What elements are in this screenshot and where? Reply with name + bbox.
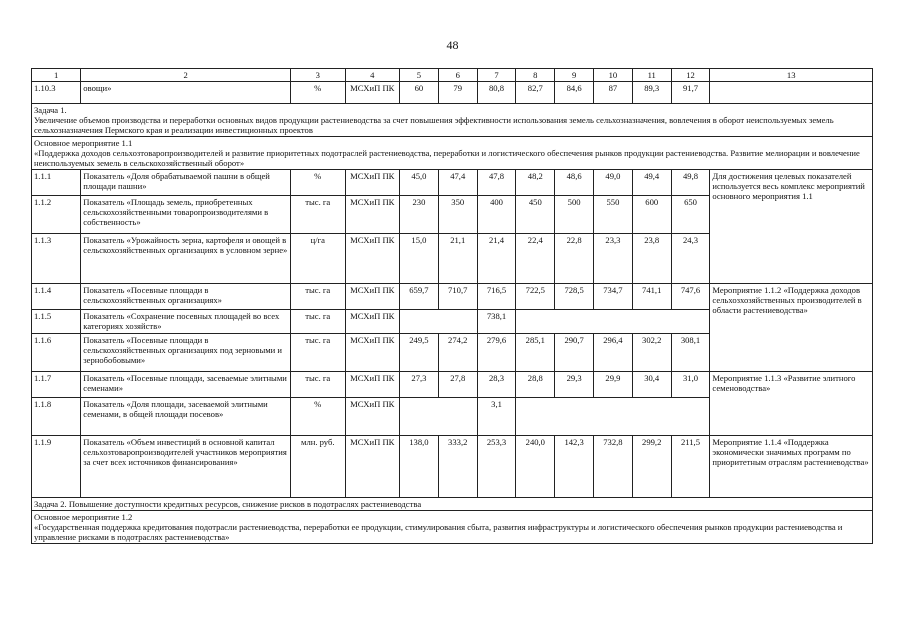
value-cell-empty bbox=[516, 310, 710, 334]
value-cell: 29,3 bbox=[555, 372, 594, 398]
row-unit: тыс. га bbox=[291, 196, 346, 234]
value-cell: 728,5 bbox=[555, 284, 594, 310]
header-cell: 10 bbox=[594, 69, 633, 82]
row-code: 1.10.3 bbox=[32, 82, 81, 104]
header-cell: 12 bbox=[671, 69, 710, 82]
value-cell: 84,6 bbox=[555, 82, 594, 104]
task-row bbox=[32, 104, 873, 137]
value-cell: 710,7 bbox=[438, 284, 477, 310]
row-code: 1.1.5 bbox=[32, 310, 81, 334]
value-cell: 27,3 bbox=[400, 372, 439, 398]
value-cell: 738,1 bbox=[477, 310, 516, 334]
value-cell: 49,8 bbox=[671, 170, 710, 196]
value-cell: 296,4 bbox=[594, 334, 633, 372]
value-cell: 350 bbox=[438, 196, 477, 234]
row-unit: % bbox=[291, 170, 346, 196]
value-cell: 290,7 bbox=[555, 334, 594, 372]
row-name: Показатель «Посевные площади, засеваемые элитными семенами» bbox=[81, 372, 291, 398]
row-name: Показатель «Посевные площади в сельскохозяйственных организациях» bbox=[81, 284, 291, 310]
value-cell: 79 bbox=[438, 82, 477, 104]
row-code: 1.1.7 bbox=[32, 372, 81, 398]
row-name: Показатель «Посевные площади в сельскохозяйственных организациях под зерновыми и зернобобовыми» bbox=[81, 334, 291, 372]
main-activity-row bbox=[32, 137, 873, 170]
value-cell: 211,5 bbox=[671, 436, 710, 498]
task-1-label: Задача 1. bbox=[34, 105, 67, 115]
value-cell-empty bbox=[400, 398, 478, 436]
row-name: овощи» bbox=[81, 82, 291, 104]
page-number: 48 bbox=[446, 38, 459, 52]
value-cell: 89,3 bbox=[632, 82, 671, 104]
header-cell: 6 bbox=[438, 69, 477, 82]
value-cell: 550 bbox=[594, 196, 633, 234]
value-cell-empty bbox=[400, 310, 478, 334]
value-cell: 21,4 bbox=[477, 234, 516, 284]
row-unit: млн. руб. bbox=[291, 436, 346, 498]
row-org: МСХиП ПК bbox=[345, 398, 400, 436]
header-cell: 4 bbox=[345, 69, 400, 82]
header-cell: 13 bbox=[710, 69, 873, 82]
row-unit: ц/га bbox=[291, 234, 346, 284]
table-row bbox=[32, 284, 873, 310]
row-unit: тыс. га bbox=[291, 310, 346, 334]
value-cell: 28,3 bbox=[477, 372, 516, 398]
header-cell: 2 bbox=[81, 69, 291, 82]
value-cell: 45,0 bbox=[400, 170, 439, 196]
value-cell: 732,8 bbox=[594, 436, 633, 498]
row-unit: тыс. га bbox=[291, 372, 346, 398]
row-org: МСХиП ПК bbox=[345, 170, 400, 196]
table-row bbox=[32, 82, 873, 104]
table-row bbox=[32, 170, 873, 196]
value-cell: 28,8 bbox=[516, 372, 555, 398]
value-cell: 230 bbox=[400, 196, 439, 234]
indicators-table bbox=[31, 68, 873, 544]
task-1-text: Увеличение объемов производства и переработки основных видов продукции растениеводства за счет повышения эффективности использования земель сельхозназначения, вовлечения в оборот неиспользуемых земель сельхозназначения Пермского края и реализации инвестиционных проектов bbox=[34, 115, 834, 135]
value-cell: 15,0 bbox=[400, 234, 439, 284]
value-cell: 23,3 bbox=[594, 234, 633, 284]
row-org: МСХиП ПК bbox=[345, 310, 400, 334]
value-cell: 48,6 bbox=[555, 170, 594, 196]
value-cell: 299,2 bbox=[632, 436, 671, 498]
row-org: МСХиП ПК bbox=[345, 82, 400, 104]
value-cell: 400 bbox=[477, 196, 516, 234]
value-cell: 3,1 bbox=[477, 398, 516, 436]
header-cell: 3 bbox=[291, 69, 346, 82]
row-name: Показатель «Площадь земель, приобретенных сельскохозяйственными товаропроизводителями в собственность» bbox=[81, 196, 291, 234]
value-cell: 142,3 bbox=[555, 436, 594, 498]
value-cell: 734,7 bbox=[594, 284, 633, 310]
header-cell: 7 bbox=[477, 69, 516, 82]
row-name: Показатель «Урожайность зерна, картофеля и овощей в сельскохозяйственных организациях в условном зерне» bbox=[81, 234, 291, 284]
value-cell: 279,6 bbox=[477, 334, 516, 372]
value-cell: 249,5 bbox=[400, 334, 439, 372]
row-unit: тыс. га bbox=[291, 284, 346, 310]
value-cell: 285,1 bbox=[516, 334, 555, 372]
value-cell: 31,0 bbox=[671, 372, 710, 398]
value-cell: 741,1 bbox=[632, 284, 671, 310]
row-name: Показатель «Объем инвестиций в основной капитал сельхозтоваропроизводителей участников мероприятия за счет всех источников финансирования» bbox=[81, 436, 291, 498]
header-cell: 1 bbox=[32, 69, 81, 82]
value-cell: 22,8 bbox=[555, 234, 594, 284]
note-cell-2: Мероприятие 1.1.2 «Поддержка доходов сельхозхозяйственных производителей в области растениеводства» bbox=[710, 284, 873, 372]
value-cell: 722,5 bbox=[516, 284, 555, 310]
row-code: 1.1.2 bbox=[32, 196, 81, 234]
row-name: Показатель «Сохранение посевных площадей во всех категориях хозяйств» bbox=[81, 310, 291, 334]
value-cell: 308,1 bbox=[671, 334, 710, 372]
value-cell-empty bbox=[516, 398, 710, 436]
task-2-cell: Задача 2. Повышение доступности кредитных ресурсов, снижение рисков в подотраслях растениеводства bbox=[32, 498, 873, 511]
note-cell bbox=[710, 82, 873, 104]
row-unit: % bbox=[291, 82, 346, 104]
row-unit: % bbox=[291, 398, 346, 436]
row-name: Показатель «Доля обрабатываемой пашни в общей площади пашни» bbox=[81, 170, 291, 196]
value-cell: 60 bbox=[400, 82, 439, 104]
value-cell: 47,8 bbox=[477, 170, 516, 196]
value-cell: 80,8 bbox=[477, 82, 516, 104]
row-org: МСХиП ПК bbox=[345, 436, 400, 498]
value-cell: 450 bbox=[516, 196, 555, 234]
header-row bbox=[32, 69, 873, 82]
value-cell: 27,8 bbox=[438, 372, 477, 398]
value-cell: 333,2 bbox=[438, 436, 477, 498]
main-activity-1-2-cell bbox=[32, 511, 873, 544]
value-cell: 253,3 bbox=[477, 436, 516, 498]
value-cell: 29,9 bbox=[594, 372, 633, 398]
value-cell: 302,2 bbox=[632, 334, 671, 372]
value-cell: 87 bbox=[594, 82, 633, 104]
value-cell: 23,8 bbox=[632, 234, 671, 284]
value-cell: 138,0 bbox=[400, 436, 439, 498]
note-cell-3: Мероприятие 1.1.3 «Развитие элитного семеноводства» bbox=[710, 372, 873, 436]
value-cell: 600 bbox=[632, 196, 671, 234]
row-unit: тыс. га bbox=[291, 334, 346, 372]
main-activity-1-2-label: Основное мероприятие 1.2 bbox=[34, 512, 133, 522]
value-cell: 274,2 bbox=[438, 334, 477, 372]
note-cell-4: Мероприятие 1.1.4 «Поддержка экономически значимых программ по приоритетным отраслям растениеводства» bbox=[710, 436, 873, 498]
note-cell-1: Для достижения целевых показателей используется весь комплекс мероприятий основного мероприятия 1.1 bbox=[710, 170, 873, 284]
value-cell: 659,7 bbox=[400, 284, 439, 310]
value-cell: 21,1 bbox=[438, 234, 477, 284]
row-org: МСХиП ПК bbox=[345, 284, 400, 310]
row-code: 1.1.9 bbox=[32, 436, 81, 498]
row-name: Показатель «Доля площади, засеваемой элитными семенами, в общей площади посевов» bbox=[81, 398, 291, 436]
value-cell: 22,4 bbox=[516, 234, 555, 284]
value-cell: 48,2 bbox=[516, 170, 555, 196]
row-code: 1.1.1 bbox=[32, 170, 81, 196]
value-cell: 240,0 bbox=[516, 436, 555, 498]
value-cell: 47,4 bbox=[438, 170, 477, 196]
value-cell: 500 bbox=[555, 196, 594, 234]
row-code: 1.1.6 bbox=[32, 334, 81, 372]
header-cell: 5 bbox=[400, 69, 439, 82]
value-cell: 49,4 bbox=[632, 170, 671, 196]
main-activity-row bbox=[32, 511, 873, 544]
row-code: 1.1.3 bbox=[32, 234, 81, 284]
value-cell: 747,6 bbox=[671, 284, 710, 310]
value-cell: 24,3 bbox=[671, 234, 710, 284]
task-1-cell bbox=[32, 104, 873, 137]
row-code: 1.1.4 bbox=[32, 284, 81, 310]
main-activity-1-1-cell bbox=[32, 137, 873, 170]
value-cell: 30,4 bbox=[632, 372, 671, 398]
row-code: 1.1.8 bbox=[32, 398, 81, 436]
main-activity-1-2-text: «Государственная поддержка кредитования подотрасли растениеводства, переработки ее продукции, стимулирования сбыта, развития инфраструктуры и логистического обеспечения рынков продукции растениеводства и управление рисками в подотраслях растениеводства» bbox=[34, 522, 843, 542]
header-cell: 9 bbox=[555, 69, 594, 82]
value-cell: 650 bbox=[671, 196, 710, 234]
header-cell: 11 bbox=[632, 69, 671, 82]
main-activity-1-1-label: Основное мероприятие 1.1 bbox=[34, 138, 133, 148]
task-row bbox=[32, 498, 873, 511]
table-row bbox=[32, 436, 873, 498]
main-activity-1-1-text: «Поддержка доходов сельхозтоваропроизводителей и развитие приоритетных подотраслей растениеводства, переработки и логистического обеспечения рынков продукции растениеводства. Развитие мелиорации и вовлечение неиспользуемых земель в сельскохозяйственный оборот» bbox=[34, 148, 860, 168]
value-cell: 49,0 bbox=[594, 170, 633, 196]
header-cell: 8 bbox=[516, 69, 555, 82]
value-cell: 82,7 bbox=[516, 82, 555, 104]
value-cell: 91,7 bbox=[671, 82, 710, 104]
row-org: МСХиП ПК bbox=[345, 334, 400, 372]
row-org: МСХиП ПК bbox=[345, 234, 400, 284]
value-cell: 716,5 bbox=[477, 284, 516, 310]
row-org: МСХиП ПК bbox=[345, 196, 400, 234]
row-org: МСХиП ПК bbox=[345, 372, 400, 398]
table-row bbox=[32, 372, 873, 398]
